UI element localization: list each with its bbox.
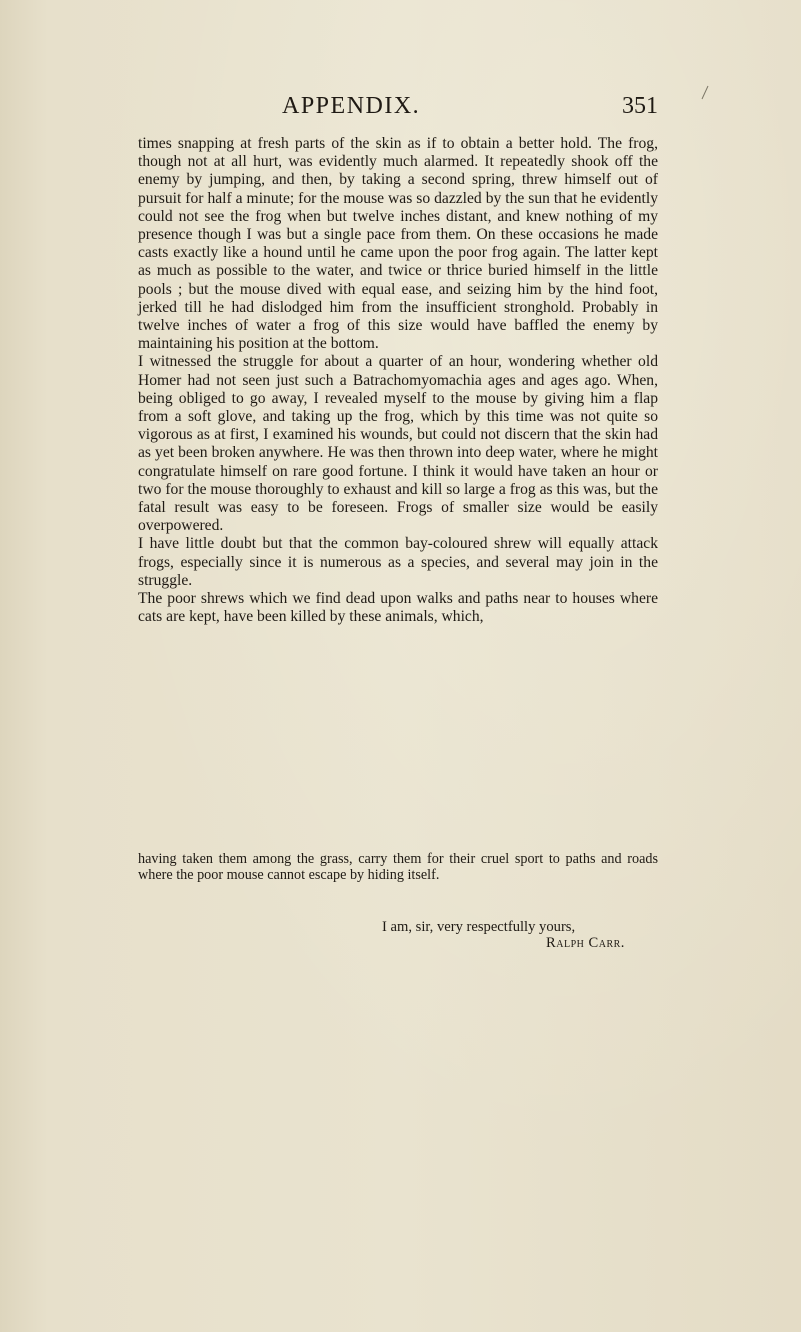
paragraph: times snapping at fresh parts of the skin as if to obtain a better hold. The frog, though not at all hurt, was evidently much alarmed. It repeatedly shook off the enemy by jumping, and then, by taking a second spring, threw himself out of pursuit for half a minute; for the mouse was so dazzled by the sun that he evidently could not see the frog when but twelve inches distant, and knew nothing of my presence though I was but a single pace from them. On these occasions he made casts exactly like a hound until he came upon the poor frog again. The latter kept as much as possible to the water, and twice or thrice buried himself in the little pools ; but the mouse dived with equal ease, and seizing him by the hind foot, jerked till he had dislodged him from the insufficient stronghold. Probably in twelve inches of water a frog of this size would have baffled the enemy by maintaining his position at the bottom. [138, 135, 658, 353]
paragraph: I have little doubt but that the common bay-coloured shrew will equally attack frogs, especially since it is numerous as a species, and several may join in the struggle. [138, 535, 658, 589]
running-title: APPENDIX. [282, 93, 421, 119]
signoff: I am, sir, very respectfully yours, [382, 919, 576, 935]
signature: Ralph Carr. [546, 935, 625, 951]
closing-paragraph: having taken them among the grass, carry them for their cruel sport to paths and roads where the poor mouse cannot escape by hiding itself. [138, 851, 658, 884]
pencil-mark [700, 84, 710, 100]
paragraph: The poor shrews which we find dead upon walks and paths near to houses where cats are kept, have been killed by these animals, which, [138, 590, 658, 626]
paragraph: I witnessed the struggle for about a quarter of an hour, wondering whether old Homer had not seen just such a Batrachomyomachia ages and ages ago. When, being obliged to go away, I revealed myself to the mouse by giving him a flap from a soft glove, and taking up the frog, which by this time was not quite so vigorous as at first, I examined his wounds, but could not discern that the skin had as yet been broken anywhere. He was then thrown into deep water, where he might congratulate himself on rare good fortune. I think it would have taken an hour or two for the mouse thoroughly to exhaust and kill so large a frog as this was, but the fatal result was easy to be foreseen. Frogs of smaller size would be easily overpowered. [138, 353, 658, 535]
body-text [138, 135, 658, 626]
closing-text [138, 851, 658, 883]
page-number: 351 [622, 93, 658, 119]
running-head [138, 93, 658, 123]
